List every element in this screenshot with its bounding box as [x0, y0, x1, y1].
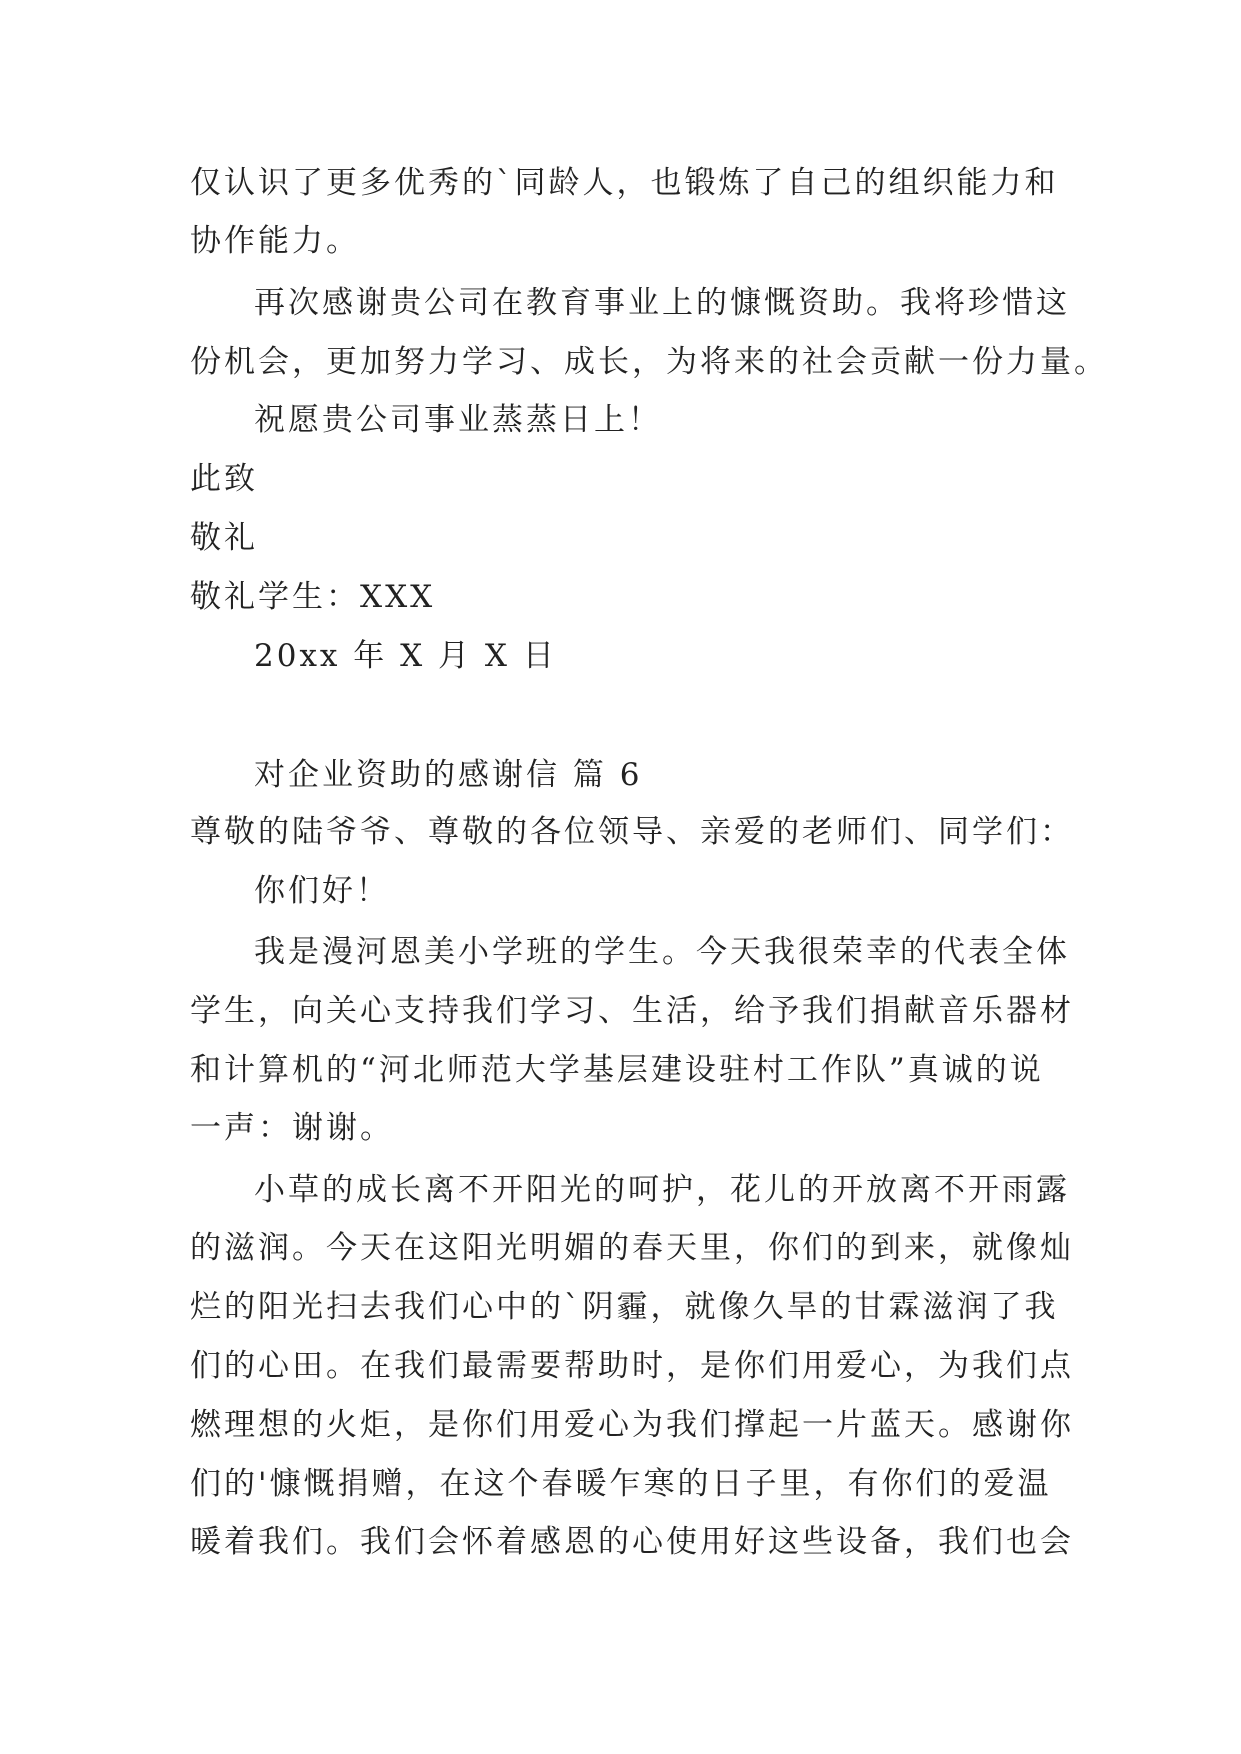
paragraph-line: 学生，向关心支持我们学习、生活，给予我们捐献音乐器材: [190, 993, 1074, 1029]
paragraph-line: 我是漫河恩美小学班的学生。今天我很荣幸的代表全体: [254, 934, 1070, 970]
salutation-line: 此致: [190, 461, 258, 497]
paragraph-line: 燃理想的火炬，是你们用爱心为我们撑起一片蓝天。感谢你: [190, 1407, 1074, 1443]
paragraph-line: 小草的成长离不开阳光的呵护，花儿的开放离不开雨露: [254, 1172, 1070, 1208]
greeting-line: 你们好！: [254, 873, 390, 909]
paragraph-line: 的滋润。今天在这阳光明媚的春天里，你们的到来，就像灿: [190, 1230, 1074, 1266]
paragraph-line: 仅认识了更多优秀的`同龄人，也锻炼了自己的组织能力和: [190, 165, 1059, 201]
paragraph-line: 烂的阳光扫去我们心中的`阴霾，就像久旱的甘霖滋润了我: [190, 1289, 1059, 1325]
salutation-line: 敬礼: [190, 520, 258, 556]
closing-wish: 祝愿贵公司事业蒸蒸日上！: [254, 402, 662, 438]
date-line: 20xx 年 X 月 X 日: [254, 638, 557, 674]
paragraph-line: 协作能力。: [190, 223, 360, 259]
signature-line: 敬礼学生：XXX: [190, 579, 436, 615]
paragraph-line: 们的'慷慨捐赠，在这个春暖乍寒的日子里，有你们的爱温: [190, 1466, 1052, 1502]
paragraph-line: 份机会，更加努力学习、成长，为将来的社会贡献一份力量。: [190, 344, 1108, 380]
paragraph-line: 们的心田。在我们最需要帮助时，是你们用爱心，为我们点: [190, 1348, 1074, 1384]
paragraph-line: 暖着我们。我们会怀着感恩的心使用好这些设备，我们也会: [190, 1524, 1074, 1560]
paragraph-line: 再次感谢贵公司在教育事业上的慷慨资助。我将珍惜这: [254, 285, 1070, 321]
section-title: 对企业资助的感谢信 篇 6: [254, 757, 643, 793]
greeting-line: 尊敬的陆爷爷、尊敬的各位领导、亲爱的老师们、同学们：: [190, 814, 1074, 850]
paragraph-line: 和计算机的“河北师范大学基层建设驻村工作队”真诚的说: [190, 1052, 1044, 1088]
paragraph-line: 一声：谢谢。: [190, 1110, 394, 1146]
